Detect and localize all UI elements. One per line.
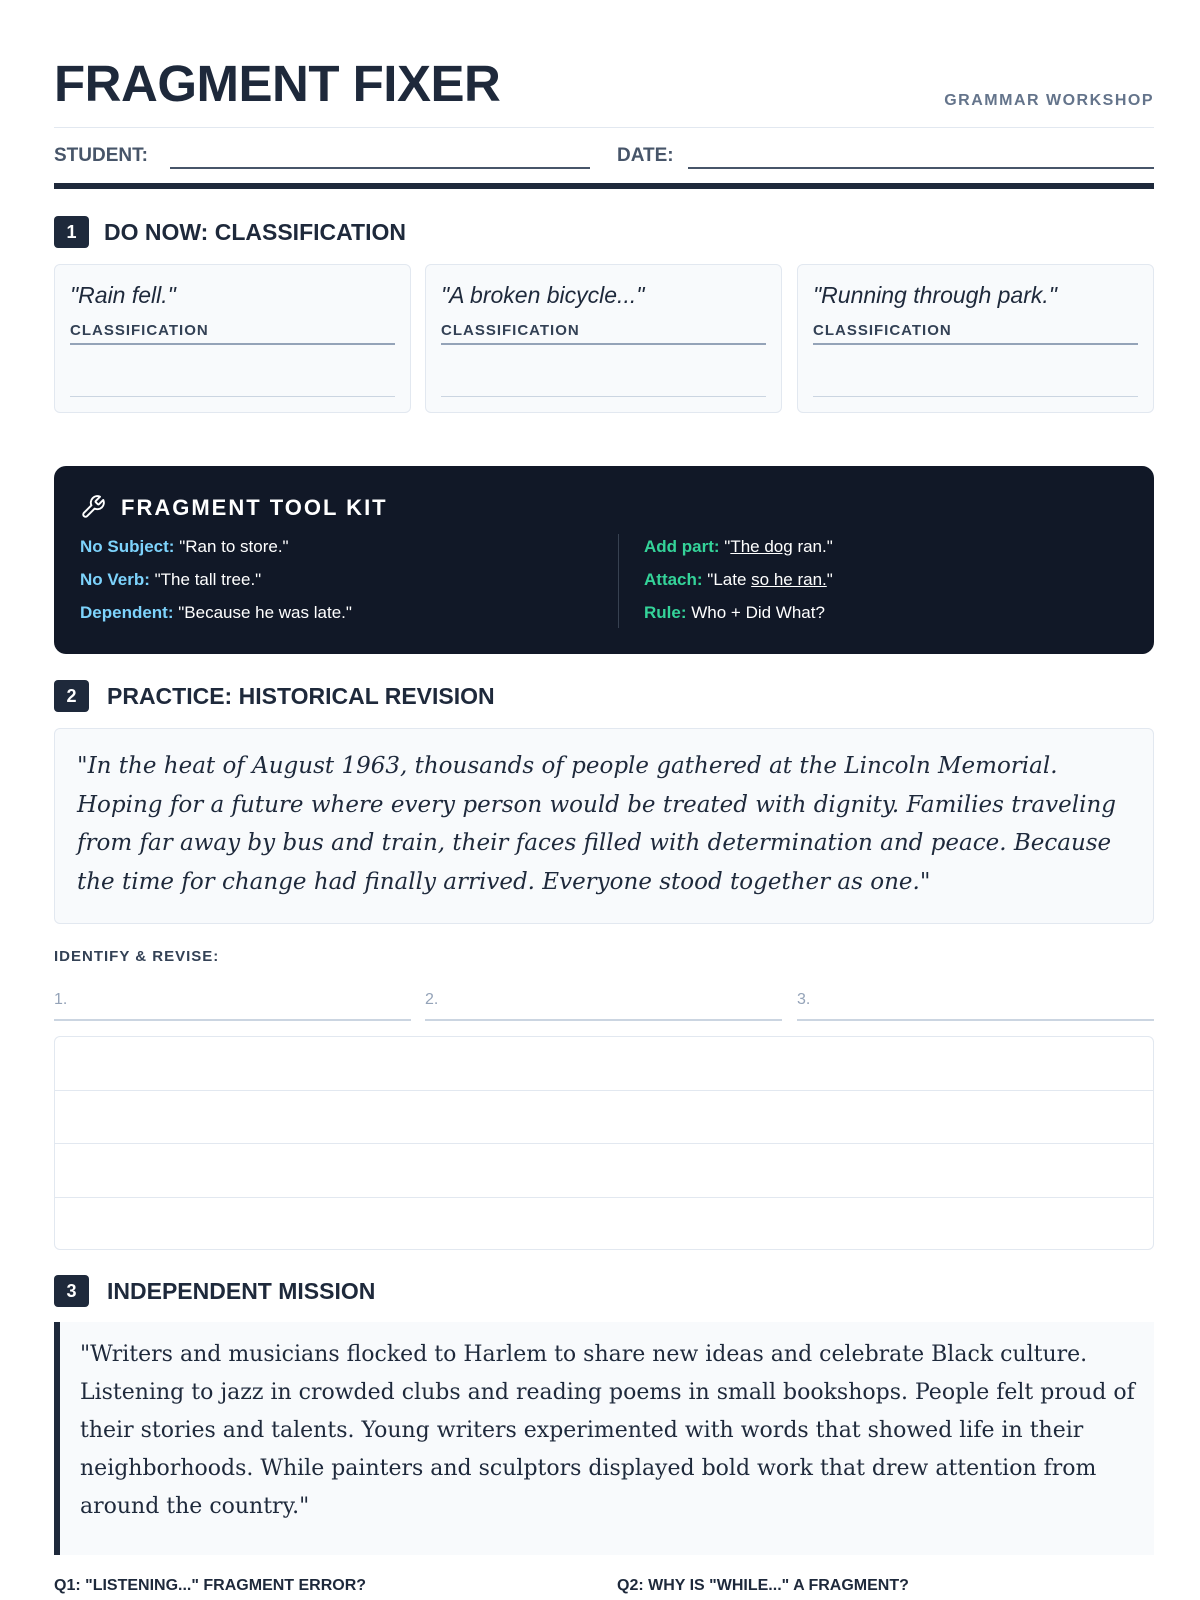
section-title: INDEPENDENT MISSION [107, 1278, 376, 1304]
passage-text: "Writers and musicians flocked to Harlem to share new ideas and celebrate Black culture. Listening to jazz in crowded clubs and reading poems in small bookshops. People felt proud of their stories and talents. Young writers experimented with words that showed life in their neighborhoods. While painters and sculptors displayed bold work that drew attention from around the country." [80, 1342, 1135, 1519]
toolkit-title: FRAGMENT TOOL KIT [121, 495, 388, 520]
identify-field[interactable] [797, 985, 1154, 1021]
section-3-header [54, 1275, 554, 1309]
toolkit-key: Attach: [644, 570, 703, 589]
toolkit-item [80, 570, 261, 590]
toolkit-item [80, 537, 289, 557]
toolkit-example: "Because he was late." [178, 603, 352, 622]
worksheet-page [54, 0, 1154, 1600]
worksheet-header [54, 52, 1154, 128]
toolkit-example: "Ran to store." [179, 537, 289, 556]
slot-number: 2. [425, 991, 439, 1008]
classification-card [797, 264, 1154, 413]
toolkit-item [644, 603, 825, 623]
answer-line[interactable] [70, 396, 395, 397]
toolkit-divider [618, 534, 619, 628]
card-label: CLASSIFICATION [441, 322, 580, 339]
toolkit-example: "Late so he ran." [707, 570, 833, 589]
slot-number: 3. [797, 991, 811, 1008]
section-number-badge: 3 [54, 1275, 89, 1307]
classification-card [425, 264, 782, 413]
student-name-field[interactable] [170, 167, 590, 169]
slot-number: 1. [54, 991, 68, 1008]
toolkit-key: No Verb: [80, 570, 150, 589]
toolkit-item [644, 570, 833, 590]
card-quote: "A broken bicycle..." [441, 282, 645, 308]
student-label: STUDENT: [54, 145, 148, 166]
toolkit-item [644, 537, 833, 557]
section-title: PRACTICE: HISTORICAL REVISION [107, 683, 495, 709]
toolkit-key: No Subject: [80, 537, 175, 556]
page-title: FRAGMENT FIXER [54, 55, 501, 112]
identify-label: IDENTIFY & REVISE: [54, 948, 220, 965]
revision-writing-area[interactable] [54, 1036, 1154, 1250]
section-2-header [54, 680, 654, 714]
toolkit-example: Who + Did What? [691, 603, 825, 622]
passage-text: "In the heat of August 1963, thousands of people gathered at the Lincoln Memorial. Hoping for a future where every person would be treated with dignity. Families traveling from far away by bus and train, their faces filled with determination and peace. Because the time for change had finally arrived. Everyone stood together as one." [77, 753, 1116, 895]
writing-line [55, 1143, 1153, 1144]
question-2-label: Q2: WHY IS "WHILE..." A FRAGMENT? [617, 1577, 909, 1594]
wrench-icon [80, 494, 106, 520]
card-divider [813, 343, 1138, 345]
card-label: CLASSIFICATION [813, 322, 952, 339]
classification-card [54, 264, 411, 413]
mission-passage [54, 1322, 1154, 1555]
student-info-row [54, 140, 1154, 172]
toolkit-key: Dependent: [80, 603, 174, 622]
section-title: DO NOW: CLASSIFICATION [104, 219, 406, 245]
date-label: DATE: [617, 145, 674, 166]
answer-line[interactable] [813, 396, 1138, 397]
card-divider [70, 343, 395, 345]
fragment-tool-kit [54, 466, 1154, 654]
card-divider [441, 343, 766, 345]
card-label: CLASSIFICATION [70, 322, 209, 339]
toolkit-example: "The dog ran." [724, 537, 833, 556]
page-subtitle: GRAMMAR WORKSHOP [944, 92, 1154, 109]
question-1-label: Q1: "LISTENING..." FRAGMENT ERROR? [54, 1577, 367, 1594]
identify-field[interactable] [54, 985, 411, 1021]
writing-line [55, 1197, 1153, 1198]
answer-line[interactable] [441, 396, 766, 397]
identify-field[interactable] [425, 985, 782, 1021]
section-number-badge: 1 [54, 216, 89, 248]
toolkit-key: Rule: [644, 603, 687, 622]
section-1-header [54, 216, 554, 250]
toolkit-example: "The tall tree." [154, 570, 262, 589]
historical-passage [54, 728, 1154, 924]
section-number-badge: 2 [54, 680, 89, 712]
date-field[interactable] [688, 167, 1154, 169]
toolkit-key: Add part: [644, 537, 720, 556]
header-divider [54, 183, 1154, 189]
writing-line [55, 1090, 1153, 1091]
card-quote: "Running through park." [813, 282, 1057, 308]
toolkit-item [80, 603, 352, 623]
card-quote: "Rain fell." [70, 282, 176, 308]
